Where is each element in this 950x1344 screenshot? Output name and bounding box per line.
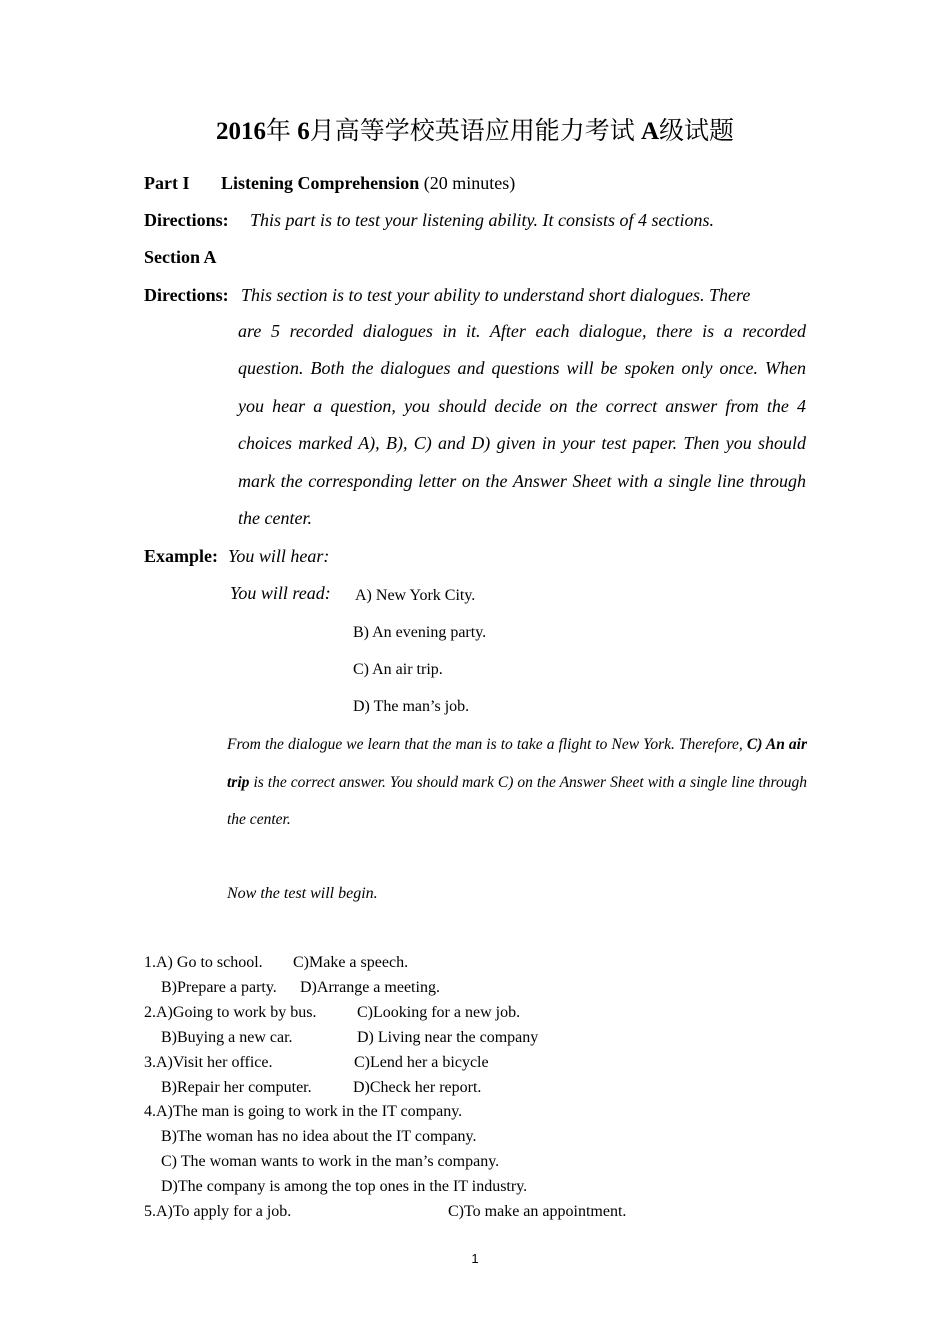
example-label: Example: bbox=[144, 546, 218, 566]
q4-option-d: D)The company is among the top ones in the IT industry. bbox=[161, 1178, 528, 1195]
page-title bbox=[0, 114, 950, 150]
q3-option-c: C)Lend her a bicycle bbox=[354, 1054, 489, 1071]
example-explanation bbox=[227, 726, 807, 839]
part-title-line bbox=[221, 170, 515, 196]
part-label: Part I bbox=[144, 173, 190, 193]
example-option-a: A) New York City. bbox=[355, 587, 476, 604]
example-option-b: B) An evening party. bbox=[353, 624, 487, 641]
section-directions-first: This section is to test your ability to understand short dialogues. There bbox=[241, 285, 751, 305]
directions-text: This part is to test your listening ability. It consists of 4 sections. bbox=[250, 210, 715, 230]
q1-option-a: 1.A) Go to school. bbox=[144, 954, 263, 971]
part-heading bbox=[144, 170, 189, 196]
example-read: You will read: bbox=[230, 583, 331, 603]
q3-option-b: B)Repair her computer. bbox=[161, 1079, 312, 1096]
q5-option-c: C)To make an appointment. bbox=[448, 1203, 627, 1220]
section-a-heading: Section A bbox=[144, 247, 217, 267]
title-year: 2016 bbox=[215, 118, 266, 145]
section-directions-label-line bbox=[144, 282, 229, 308]
q3-option-a: 3.A)Visit her office. bbox=[144, 1054, 273, 1071]
q2-option-b: B)Buying a new car. bbox=[161, 1029, 293, 1046]
q4-option-b: B)The woman has no idea about the IT company. bbox=[161, 1128, 477, 1145]
title-mid: 月高等学校英语应用能力考试 bbox=[309, 118, 635, 145]
title-nian: 年 bbox=[265, 118, 291, 145]
directions-line bbox=[144, 207, 229, 233]
example-hear: You will hear: bbox=[228, 546, 330, 566]
test-begin-note: Now the test will begin. bbox=[227, 885, 378, 902]
example-explain-pre: From the dialogue we learn that the man is to take a flight to New York. Therefore, bbox=[227, 736, 743, 753]
q1-option-d: D)Arrange a meeting. bbox=[300, 979, 440, 996]
page-number: 1 bbox=[471, 1251, 479, 1266]
q4-option-a: 4.A)The man is going to work in the IT company. bbox=[144, 1103, 463, 1120]
section-directions-label: Directions: bbox=[144, 285, 229, 305]
q2-option-c: C)Looking for a new job. bbox=[357, 1004, 521, 1021]
example-explain-bold: C) An air trip bbox=[227, 736, 807, 791]
example-option-d: D) The man’s job. bbox=[353, 698, 470, 715]
example-option-c: C) An air trip. bbox=[353, 661, 443, 678]
q2-option-a: 2.A)Going to work by bus. bbox=[144, 1004, 317, 1021]
q4-option-c: C) The woman wants to work in the man’s company. bbox=[161, 1153, 500, 1170]
part-name: Listening Comprehension bbox=[221, 173, 420, 193]
section-directions-body: are 5 recorded dialogues in it. After each dialogue, there is a recorded question. Both the dialogues and questions will be spoken only once. When you hear a question, you should decide on the correct answer from the 4 choices marked A), B), C) and D) given in your test paper. Then you should mark the corresponding letter on the Answer Sheet with a single line through the center. bbox=[238, 321, 806, 529]
q1-option-b: B)Prepare a party. bbox=[161, 979, 277, 996]
part-time: (20 minutes) bbox=[423, 173, 516, 193]
q1-option-c: C)Make a speech. bbox=[293, 954, 409, 971]
title-month: 6 bbox=[297, 118, 310, 145]
example-label-line bbox=[144, 543, 218, 569]
title-level: A bbox=[640, 118, 660, 145]
directions-label: Directions: bbox=[144, 210, 229, 230]
q5-option-a: 5.A)To apply for a job. bbox=[144, 1203, 292, 1220]
title-tail: 级试题 bbox=[659, 118, 735, 145]
q2-option-d: D) Living near the company bbox=[357, 1029, 539, 1046]
q3-option-d: D)Check her report. bbox=[353, 1079, 482, 1096]
example-explain-post: is the correct answer. You should mark C) on the Answer Sheet with a single line through the center. bbox=[227, 773, 808, 828]
